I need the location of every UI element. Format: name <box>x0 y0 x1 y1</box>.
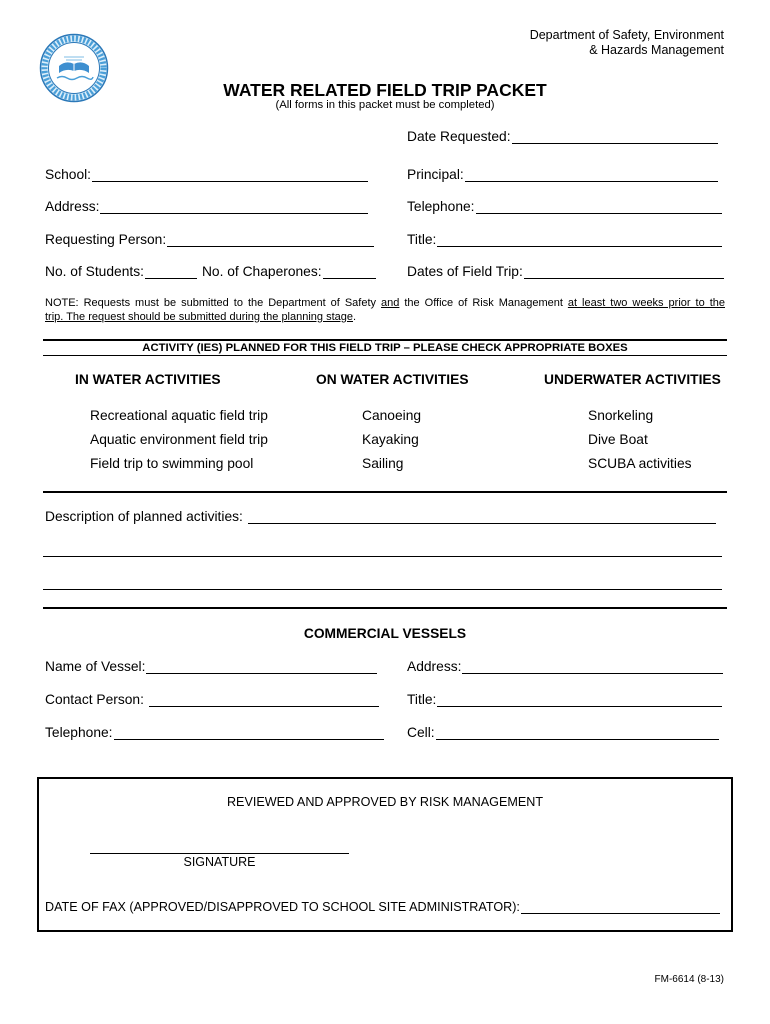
vessel-telephone-field[interactable] <box>114 725 384 740</box>
signature-label: SIGNATURE <box>183 855 256 869</box>
department-line-1: Department of Safety, Environment <box>529 28 724 42</box>
num-students-field[interactable] <box>145 264 197 279</box>
note-emphasis: trip. The request should be submitted during the planning stage <box>45 311 353 323</box>
vessel-title-row <box>407 692 722 708</box>
note-emphasis: and <box>381 297 400 309</box>
vessel-name-label: Name of Vessel: <box>45 659 146 674</box>
vessel-cell-label: Cell: <box>407 725 435 740</box>
date-requested-field[interactable] <box>512 129 718 144</box>
page-subtitle: (All forms in this packet must be completed) <box>275 99 495 111</box>
address-row <box>45 199 368 215</box>
activities-heading: ACTIVITY (IES) PLANNED FOR THIS FIELD TRIP – PLEASE CHECK APPROPRIATE BOXES <box>43 339 727 356</box>
note-text: NOTE: Requests must be submitted to the Department of Safety <box>45 297 382 309</box>
description-row <box>45 509 716 525</box>
activity-option: Kayaking <box>362 432 419 447</box>
vessel-title-field[interactable] <box>437 692 722 707</box>
description-line-3[interactable] <box>43 589 722 590</box>
on-water-heading: ON WATER ACTIVITIES <box>316 372 469 387</box>
num-chaperones-label: No. of Chaperones: <box>201 264 322 279</box>
note-emphasis: at least two weeks prior to the <box>567 297 725 309</box>
description-field[interactable] <box>248 509 716 524</box>
telephone-row <box>407 199 722 215</box>
activity-option: Recreational aquatic field trip <box>90 408 268 423</box>
activity-option: SCUBA activities <box>588 456 692 471</box>
activity-option: Sailing <box>362 456 404 471</box>
fax-date-field[interactable] <box>521 899 720 914</box>
vessel-address-row <box>407 659 723 675</box>
department-line-2: & Hazards Management <box>589 43 724 57</box>
requesting-person-field[interactable] <box>167 232 374 247</box>
contact-person-field[interactable] <box>149 692 379 707</box>
commercial-vessels-heading: COMMERCIAL VESSELS <box>303 626 467 641</box>
activity-option: Dive Boat <box>588 432 648 447</box>
school-row <box>45 167 368 183</box>
contact-person-row <box>45 692 379 708</box>
note-line-2 <box>45 310 725 324</box>
fax-date-label: DATE OF FAX (APPROVED/DISAPPROVED TO SCHOOL SITE ADMINISTRATOR): <box>45 900 520 914</box>
vessel-cell-row <box>407 725 719 741</box>
page-title: WATER RELATED FIELD TRIP PACKET <box>223 80 547 100</box>
activity-option: Field trip to swimming pool <box>90 456 254 471</box>
principal-label: Principal: <box>407 167 464 182</box>
section-divider <box>43 491 727 493</box>
title-label: Title: <box>407 232 437 247</box>
requesting-person-row <box>45 232 374 248</box>
in-water-heading: IN WATER ACTIVITIES <box>75 372 221 387</box>
note-text: the Office of Risk Management <box>399 297 568 309</box>
note-line-1 <box>45 296 725 310</box>
vessel-name-row <box>45 659 377 675</box>
telephone-label: Telephone: <box>407 199 475 214</box>
address-field[interactable] <box>100 199 368 214</box>
address-label: Address: <box>45 199 100 214</box>
vessel-name-field[interactable] <box>146 659 377 674</box>
description-line-2[interactable] <box>43 556 722 557</box>
date-requested-label: Date Requested: <box>407 129 511 144</box>
activity-option: Canoeing <box>362 408 422 423</box>
dates-of-trip-field[interactable] <box>524 264 724 279</box>
description-label: Description of planned activities: <box>45 509 243 524</box>
dates-of-trip-row <box>407 264 724 280</box>
risk-management-approval-box <box>37 777 733 932</box>
title-row <box>407 232 722 248</box>
vessel-cell-field[interactable] <box>436 725 719 740</box>
school-field[interactable] <box>92 167 368 182</box>
vessel-address-field[interactable] <box>462 659 723 674</box>
vessel-telephone-label: Telephone: <box>45 725 113 740</box>
fax-date-row <box>45 899 720 915</box>
principal-field[interactable] <box>465 167 718 182</box>
requesting-person-label: Requesting Person: <box>45 232 167 247</box>
principal-row <box>407 167 718 183</box>
school-label: School: <box>45 167 92 182</box>
contact-person-label: Contact Person: <box>45 692 144 707</box>
dates-of-trip-label: Dates of Field Trip: <box>407 264 523 279</box>
underwater-heading: UNDERWATER ACTIVITIES <box>544 372 721 387</box>
form-number: FM-6614 (8-13) <box>654 974 724 985</box>
activity-option: Snorkeling <box>588 408 654 423</box>
note-text: . <box>353 311 357 323</box>
signature-field[interactable] <box>90 853 349 854</box>
date-requested-row <box>407 129 718 145</box>
num-chaperones-field[interactable] <box>323 264 376 279</box>
section-divider <box>43 607 727 609</box>
attendance-row <box>45 264 376 280</box>
activity-option: Aquatic environment field trip <box>90 432 268 447</box>
telephone-field[interactable] <box>476 199 722 214</box>
num-students-label: No. of Students: <box>45 264 144 279</box>
vessel-telephone-row <box>45 725 384 741</box>
title-field[interactable] <box>437 232 722 247</box>
vessel-address-label: Address: <box>407 659 462 674</box>
approval-heading: REVIEWED AND APPROVED BY RISK MANAGEMENT <box>226 795 544 809</box>
vessel-title-label: Title: <box>407 692 437 707</box>
